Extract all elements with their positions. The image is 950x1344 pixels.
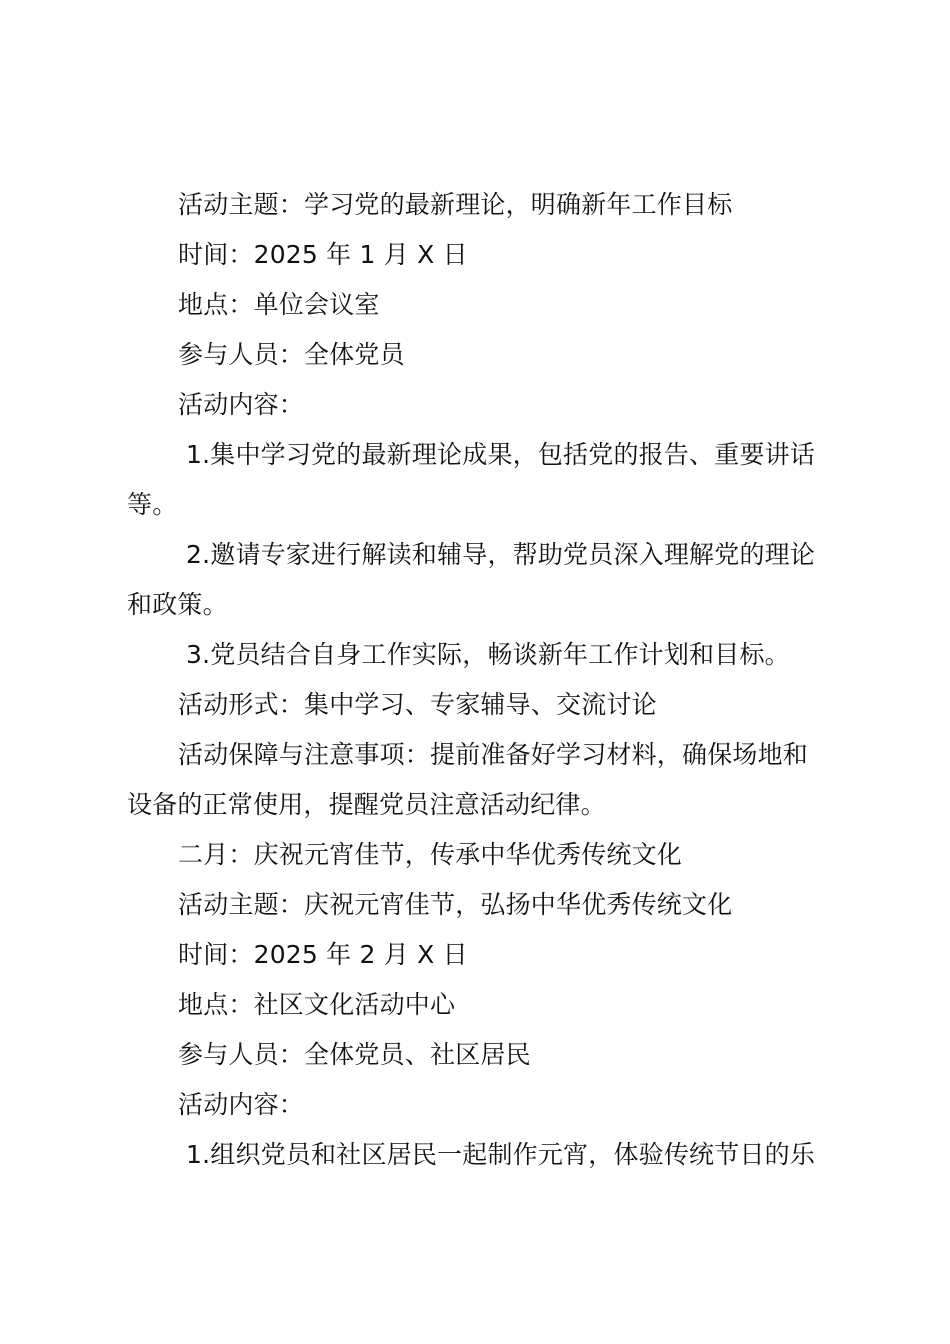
content-item-1: 1.集中学习党的最新理论成果，包括党的报告、重要讲话 <box>186 440 816 469</box>
content-heading: 活动内容： <box>178 390 305 419</box>
activity-theme-line-2: 活动主题：庆祝元宵佳节，弘扬中华优秀传统文化 <box>178 890 733 919</box>
content-item-3: 3.党员结合自身工作实际，畅谈新年工作计划和目标。 <box>186 640 790 669</box>
activity-format-line: 活动形式：集中学习、专家辅导、交流讨论 <box>178 690 657 719</box>
content-heading-2: 活动内容： <box>178 1090 305 1119</box>
content-item-1-feb: 1.组织党员和社区居民一起制作元宵，体验传统节日的乐 <box>186 1140 816 1169</box>
participants-line-2: 参与人员：全体党员、社区居民 <box>178 1040 531 1069</box>
time-line: 时间：2025 年 1 月 X 日 <box>178 240 468 269</box>
location-line-2: 地点：社区文化活动中心 <box>178 990 456 1019</box>
activity-theme-line: 活动主题：学习党的最新理论，明确新年工作目标 <box>178 190 733 219</box>
location-line: 地点：单位会议室 <box>178 290 380 319</box>
safeguards-line: 活动保障与注意事项：提前准备好学习材料，确保场地和 <box>178 740 809 769</box>
participants-line: 参与人员：全体党员 <box>178 340 405 369</box>
content-item-2-cont: 和政策。 <box>127 590 228 619</box>
content-item-2: 2.邀请专家进行解读和辅导，帮助党员深入理解党的理论 <box>186 540 816 569</box>
content-item-1-cont: 等。 <box>127 490 178 519</box>
time-line-2: 时间：2025 年 2 月 X 日 <box>178 940 468 969</box>
safeguards-line-cont: 设备的正常使用，提醒党员注意活动纪律。 <box>127 790 606 819</box>
february-heading: 二月：庆祝元宵佳节，传承中华优秀传统文化 <box>178 840 683 869</box>
